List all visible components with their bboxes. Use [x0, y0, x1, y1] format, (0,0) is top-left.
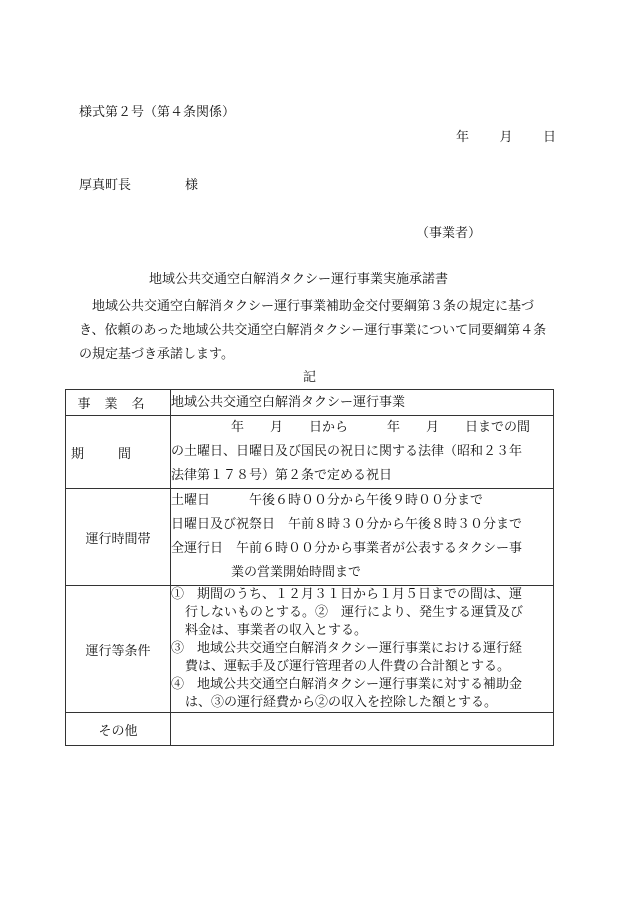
- row-value: [171, 416, 554, 489]
- row-line: 土曜日 午後６時００分から午後９時００分まで: [171, 493, 484, 508]
- date-year: 年: [456, 130, 470, 145]
- row-line: 日曜日及び祝祭日 午前８時３０分から午後８時３０分まで: [171, 517, 523, 532]
- date-month: 月: [499, 130, 513, 145]
- row-line: 年 月 日から 年 月 日までの間: [231, 420, 531, 435]
- row-line: ① 期間のうち、１２月３１日から１月５日までの間は、運: [171, 587, 523, 602]
- details-table: [65, 389, 554, 746]
- row-value-empty: [171, 713, 554, 746]
- table-row-conditions: [66, 586, 554, 713]
- row-line: ③ 地域公共交通空白解消タクシー運行事業における運行経: [171, 641, 523, 656]
- row-label: 期間: [66, 416, 171, 489]
- table-row-operating-hours: [66, 489, 554, 586]
- row-value: [171, 586, 554, 713]
- row-value: [171, 390, 554, 416]
- table-row-business-name: [66, 390, 554, 416]
- addressee: 厚真町長: [79, 178, 132, 193]
- row-line: 業の営業開始時間まで: [231, 565, 362, 580]
- row-line: 料金は、事業者の収入とする。: [185, 623, 368, 638]
- row-line: 費は、運転手及び運行管理者の人件費の合計額とする。: [185, 659, 511, 674]
- ki-label: 記: [303, 370, 317, 385]
- row-label: 事業名: [66, 390, 171, 416]
- operator-label: （事業者）: [416, 226, 482, 241]
- document-title: 地域公共交通空白解消タクシー運行事業実施承諾書: [149, 272, 449, 287]
- row-line: 全運行日 午前６時００分から事業者が公表するタクシー事: [171, 541, 523, 556]
- date-day: 日: [542, 130, 556, 145]
- row-line: 地域公共交通空白解消タクシー運行事業: [171, 394, 406, 410]
- date-line: [456, 129, 556, 147]
- body-paragraph: [79, 295, 559, 367]
- table-row-other: [66, 713, 554, 746]
- row-value: [171, 489, 554, 586]
- table-row-period: [66, 416, 554, 489]
- addressee-honorific: 様: [185, 178, 199, 193]
- row-line: 法律第１７８号）第２条で定める祝日: [171, 468, 393, 483]
- row-label: その他: [66, 713, 171, 746]
- row-label: 運行時間帯: [66, 489, 171, 586]
- row-line: ④ 地域公共交通空白解消タクシー運行事業に対する補助金: [171, 677, 523, 692]
- row-label: 運行等条件: [66, 586, 171, 713]
- form-number: 様式第２号（第４条関係）: [79, 105, 236, 120]
- row-line: は、③の運行経費から②の収入を控除した額とする。: [185, 695, 498, 710]
- row-line: 行しないものとする。② 運行により、発生する運賃及び: [185, 605, 524, 620]
- body-paragraph-text: 地域公共交通空白解消タクシー運行事業補助金交付要綱第３条の規定に基づき、依頼のあった地域公共交通空白解消タクシー運行事業について同要綱第４条の規定基づき承諾します。: [79, 299, 547, 362]
- row-line: の土曜日、日曜日及び国民の祝日に関する法律（昭和２３年: [171, 444, 523, 459]
